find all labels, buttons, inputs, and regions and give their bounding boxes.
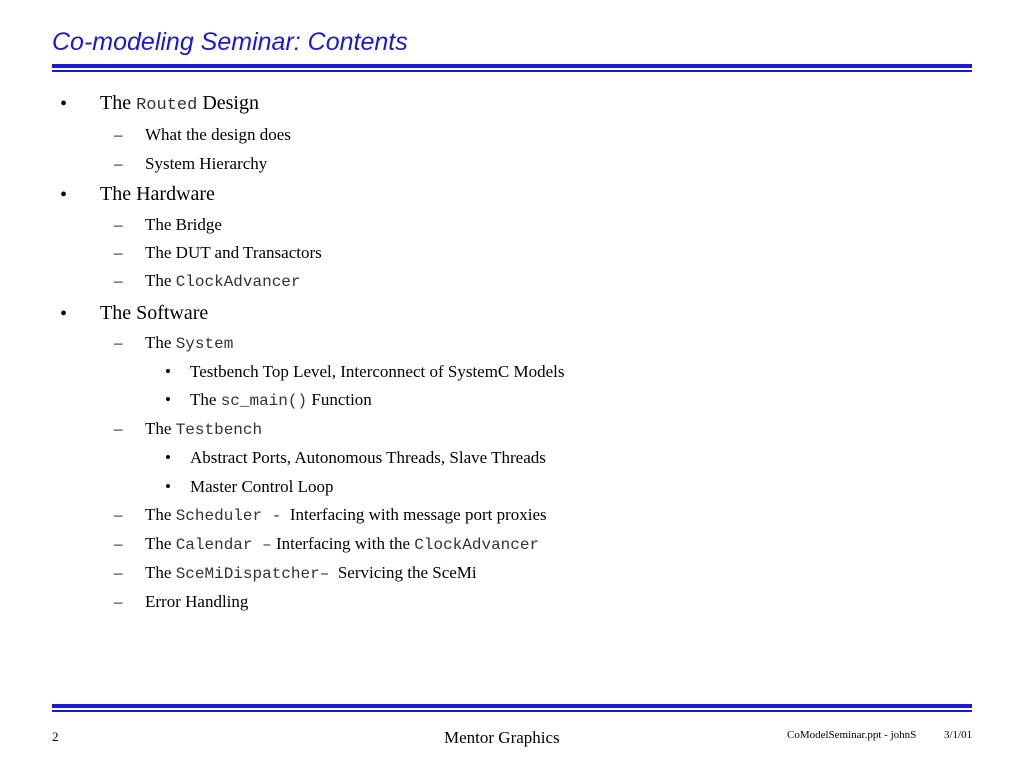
item-sc-main: The sc_main() Function — [190, 390, 372, 410]
item-software: The Software — [100, 302, 209, 324]
dash-marker: – — [114, 534, 123, 553]
sub-bullet-marker: • — [165, 362, 171, 381]
item-what-design-does: What the design does — [145, 125, 291, 144]
dash-marker: – — [114, 243, 123, 262]
item-calendar: The Calendar – Interfacing with the ClockAdvancer — [145, 534, 540, 554]
item-error-handling: Error Handling — [145, 592, 249, 611]
dash-marker: – — [114, 505, 123, 524]
page-number: 2 — [52, 729, 59, 744]
title-divider — [52, 64, 972, 72]
bullet-marker: • — [60, 184, 68, 206]
bullet-marker: • — [60, 303, 68, 325]
bullet-marker: • — [60, 93, 68, 115]
code-routed: Routed — [136, 96, 198, 115]
code-sc-main: sc_main() — [220, 392, 308, 410]
dash-marker: – — [114, 563, 123, 582]
item-master-loop: Master Control Loop — [190, 477, 334, 496]
code-clockadvancer-2: ClockAdvancer — [414, 536, 540, 554]
footer-date: 3/1/01 — [944, 729, 973, 741]
item-testbench-top: Testbench Top Level, Interconnect of SystemC Models — [190, 362, 565, 381]
item-abstract-ports: Abstract Ports, Autonomous Threads, Slave Threads — [190, 448, 546, 467]
sub-bullet-marker: • — [165, 390, 171, 409]
code-dispatcher: SceMiDispatcher– — [175, 565, 330, 583]
item-system: The System — [145, 333, 234, 353]
item-system-hierarchy: System Hierarchy — [145, 154, 268, 173]
footer-file: CoModelSeminar.ppt - johnS — [787, 729, 917, 741]
code-testbench: Testbench — [175, 421, 263, 439]
item-bridge: The Bridge — [145, 215, 222, 234]
item-testbench: The Testbench — [145, 419, 263, 439]
sub-bullet-marker: • — [165, 477, 171, 496]
code-clockadvancer: ClockAdvancer — [175, 273, 301, 291]
dash-marker: – — [114, 154, 123, 173]
slide-title: Co-modeling Seminar: Contents — [52, 28, 408, 56]
dash-marker: – — [114, 125, 123, 144]
item-scheduler: The Scheduler - Interfacing with message port proxies — [145, 505, 547, 525]
item-routed-design: The Routed Design — [100, 92, 259, 115]
item-hardware: The Hardware — [100, 183, 215, 205]
footer-company: Mentor Graphics — [444, 728, 560, 747]
code-scheduler: Scheduler - — [175, 507, 282, 525]
item-clockadvancer: The ClockAdvancer — [145, 271, 301, 291]
item-dut: The DUT and Transactors — [145, 243, 322, 262]
dash-marker: – — [114, 333, 123, 352]
dash-marker: – — [114, 592, 123, 611]
footer-divider — [52, 704, 972, 712]
dash-marker: – — [114, 271, 123, 290]
code-system: System — [175, 335, 234, 353]
dash-marker: – — [114, 215, 123, 234]
sub-bullet-marker: • — [165, 448, 171, 467]
dash-marker: – — [114, 419, 123, 438]
item-dispatcher: The SceMiDispatcher– Servicing the SceMi — [145, 563, 477, 583]
code-calendar: Calendar – — [175, 536, 272, 554]
